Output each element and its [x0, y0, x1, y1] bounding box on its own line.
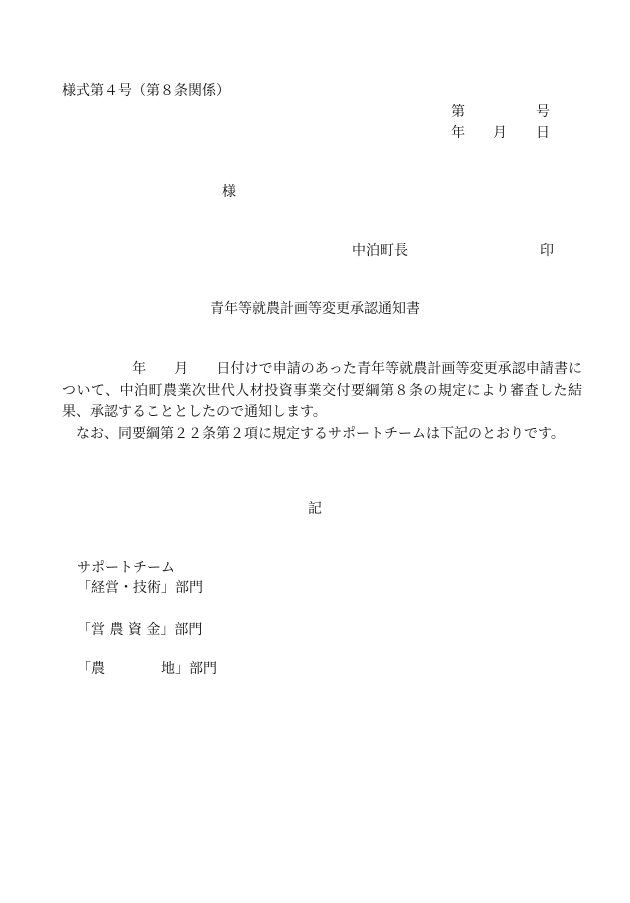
issue-date-year: 年 [451, 125, 465, 141]
body-date-month: 月 [174, 361, 189, 377]
form-label: 様式第４号（第８条関係） [62, 83, 230, 99]
document-number-suffix: 号 [536, 104, 550, 120]
farmland-label-end: 地」部門 [161, 661, 217, 677]
body-paragraph-1 [62, 359, 582, 424]
sender-name: 中泊町長 [352, 243, 408, 259]
support-team-item-management: 「経営・技術」部門 [77, 580, 203, 596]
body-date-year: 年 [132, 361, 147, 377]
body-paragraph-1-text: 日付けで申請のあった青年等就農計画等変更承認申請書について、中泊町農業次世代人材投資事業交付要綱第８条の規定により審査した結果、承認することとしたので通知します。 [62, 361, 583, 420]
body-text [62, 359, 582, 445]
addressee-honorific: 様 [222, 184, 236, 200]
support-team-heading: サポートチーム [77, 560, 175, 576]
body-paragraph-2: なお、同要綱第２２条第２項に規定するサポートチームは下記のとおりです。 [76, 425, 565, 442]
farmland-label-start: 「農 [77, 661, 105, 677]
ki-heading: 記 [308, 501, 322, 517]
issue-date-day: 日 [536, 125, 550, 141]
document-title: 青年等就農計画等変更承認通知書 [210, 301, 420, 317]
issue-date-month: 月 [493, 125, 507, 141]
support-team-item-farmland [77, 661, 217, 677]
seal-mark: 印 [540, 243, 554, 259]
document-number-prefix: 第 [451, 104, 465, 120]
support-team-item-funding: 「営 農 資 金」部門 [77, 622, 203, 638]
